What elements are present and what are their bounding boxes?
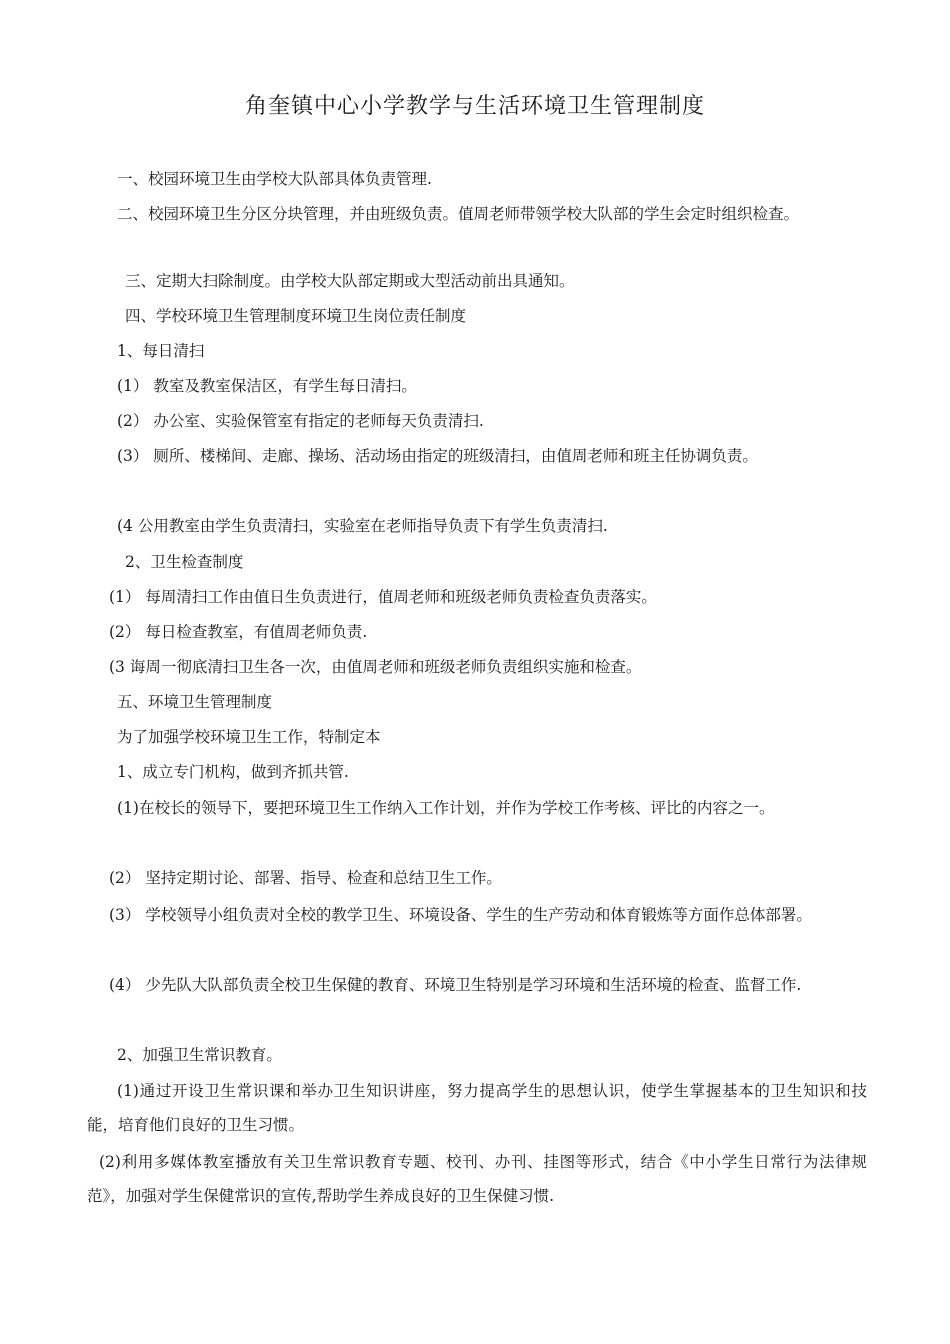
paragraph-23: (2)利用多媒体教室播放有关卫生常识教育专题、校刊、办刊、挂图等形式，结合《中小学生日常行为法律规范》，加强对学生保健常识的宣传,帮助学生养成良好的卫生保健习惯. <box>87 1153 867 1205</box>
paragraph-3: 三、定期大扫除制度。由学校大队部定期或大型活动前出具通知。 <box>125 272 575 290</box>
paragraph-17: (1)在校长的领导下，要把环境卫生工作纳入工作计划，并作为学校工作考核、评比的内容之一。 <box>117 799 775 817</box>
paragraph-13: (3 诲周一彻底清扫卫生各一次，由值周老师和班级老师负责组织实施和检查。 <box>109 658 642 676</box>
paragraph-6: (1） 教室及教室保洁区，有学生每日清扫。 <box>117 377 417 395</box>
document-title: 角奎镇中心小学教学与生活环境卫生管理制度 <box>244 94 705 119</box>
paragraph-19: (3） 学校领导小组负责对全校的教学卫生、环境设备、学生的生产劳动和体育锻炼等方面作总体部署。 <box>109 906 812 924</box>
paragraph-5: 1、每日清扫 <box>117 342 205 360</box>
paragraph-10: 2、卫生检查制度 <box>125 553 244 571</box>
paragraph-21: 2、加强卫生常识教育。 <box>117 1046 282 1064</box>
paragraph-11: (1） 每周清扫工作由值日生负责进行，值周老师和班级老师负责检查负责落实。 <box>109 588 657 606</box>
paragraph-8: (3） 厕所、楼梯间、走廊、操场、活动场由指定的班级清扫，由值周老师和班主任协调负责。 <box>117 447 758 465</box>
paragraph-4: 四、学校环境卫生管理制度环境卫生岗位责任制度 <box>125 307 467 325</box>
paragraph-1: 一、校园环境卫生由学校大队部具体负责管理. <box>117 170 432 188</box>
paragraph-2: 二、校园环境卫生分区分块管理，并由班级负责。值周老师带领学校大队部的学生会定时组织检查。 <box>117 205 800 223</box>
paragraph-9: (4 公用教室由学生负责清扫，实验室在老师指导负责下有学生负责清扫. <box>117 517 608 535</box>
paragraph-18: (2） 坚持定期讨论、部署、指导、检查和总结卫生工作。 <box>109 869 502 887</box>
paragraph-22: (1)通过开设卫生常识课和举办卫生知识讲座，努力提高学生的思想认识，使学生掌握基本的卫生知识和技能，培育他们良好的卫生习惯。 <box>87 1082 867 1134</box>
paragraph-15: 为了加强学校环境卫生工作，特制定本 <box>117 728 381 746</box>
paragraph-12: (2） 每日检查教室，有值周老师负责. <box>109 623 368 641</box>
paragraph-16: 1、成立专门机构，做到齐抓共管. <box>117 763 349 781</box>
paragraph-14: 五、环境卫生管理制度 <box>117 693 273 711</box>
paragraph-20: (4） 少先队大队部负责全校卫生保健的教育、环境卫生特别是学习环境和生活环境的检查、监督工作. <box>109 976 802 994</box>
paragraph-7: (2） 办公室、实验保管室有指定的老师每天负责清扫. <box>117 412 484 430</box>
